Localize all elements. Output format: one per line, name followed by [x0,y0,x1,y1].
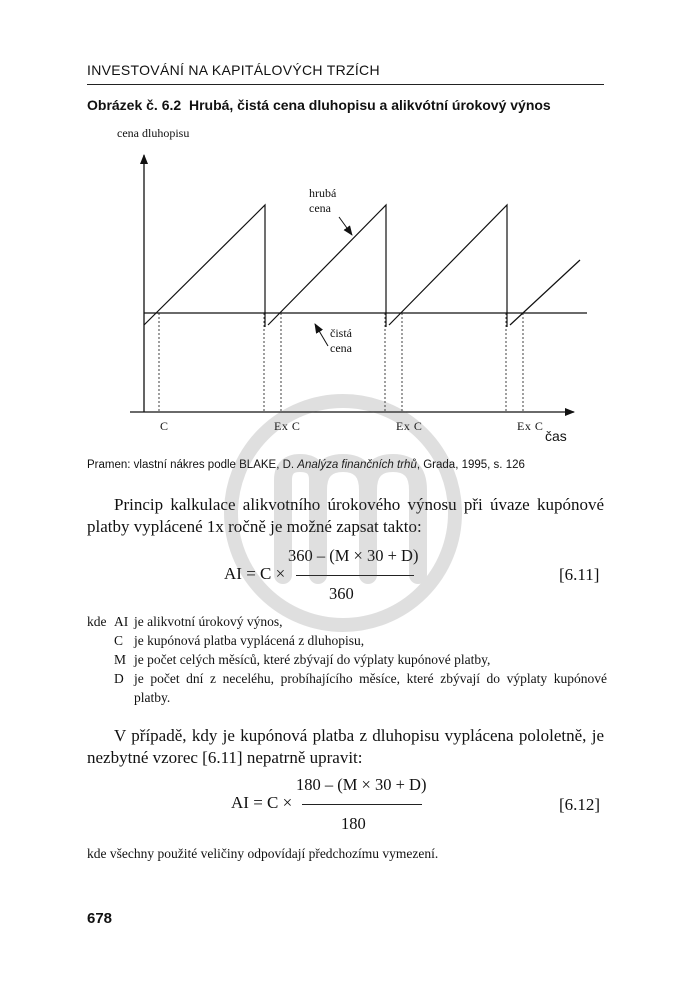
formula-2-numerator: 180 – (M × 30 + D) [296,775,427,794]
formula-1-denominator: 360 [329,584,354,603]
formula-1-tag: [6.11] [559,565,600,584]
figure-caption-title: Hrubá, čistá cena dluhopisu a alikvótní úrokový výnos [188,97,551,113]
formula-2-denominator: 180 [341,814,366,833]
definition-row [87,669,607,707]
x-tick-label: C [160,419,169,433]
x-tick-label: Ex C [517,419,544,433]
definitions-kde: kde [87,614,107,629]
x-axis-label: čas [545,428,567,444]
gross-price-pointer [339,217,352,235]
clean-price-pointer [315,324,328,346]
gross-price-sawtooth [144,205,580,327]
gross-price-label-line1: hrubá [309,186,337,200]
source-title: Analýza finančních trhů [297,459,417,471]
definition-text: je počet dní z neceléhu, probíhajícího měsíce, které zbývají do výplaty kupónové platby. [134,671,607,705]
source-suffix: , Grada, 1995, s. 126 [416,459,525,471]
figure-caption-number: Obrázek č. 6.2 [87,97,182,113]
header-rule [87,84,604,85]
y-axis-label: cena dluhopisu [117,126,190,140]
clean-price-label-line2: cena [330,341,352,355]
x-tick-label: Ex C [396,419,423,433]
clean-price-label-line1: čistá [330,326,352,340]
formula-1-numerator: 360 – (M × 30 + D) [288,546,419,565]
running-header: INVESTOVÁNÍ NA KAPITÁLOVÝCH TRZÍCH [87,62,380,78]
formula-2-lhs: AI = C × [231,793,293,812]
definition-text: je kupónová platba vyplácená z dluhopisu, [134,633,365,648]
formula-2-tag: [6.12] [559,795,601,814]
definition-symbol: M [114,652,127,667]
definition-symbol: AI [114,614,129,629]
closing-line: kde všechny použité veličiny odpovídají předchozímu vymezení. [87,846,439,861]
definition-text: je počet celých měsíců, které zbývají do výplaty kupónové platby, [134,652,491,667]
source-prefix: Pramen: vlastní nákres podle BLAKE, D. [87,459,298,471]
formula-2-fraction-bar [302,804,422,805]
figure-caption [87,97,551,113]
definition-text: je alikvotní úrokový výnos, [134,614,283,629]
paragraph-1: Princip kalkulace alikvotního úrokového výnosu při úvaze kupónové platby vyplácené 1x ročně je možné zapsat takto: [87,495,604,536]
formula-1-lhs: AI = C × [224,564,286,583]
x-tick-label: Ex C [274,419,301,433]
gross-price-label-line2: cena [309,201,331,215]
paragraph-2: V případě, kdy je kupónová platba z dluhopisu vyplácena pololetně, je nezbytné vzorec [6.11] nepatrně upravit: [87,726,604,767]
definition-symbol: D [114,671,124,686]
definition-symbol: C [114,633,124,648]
definition-row [87,650,607,669]
publisher-watermark-logo [208,385,478,645]
page-number: 678 [87,910,113,927]
